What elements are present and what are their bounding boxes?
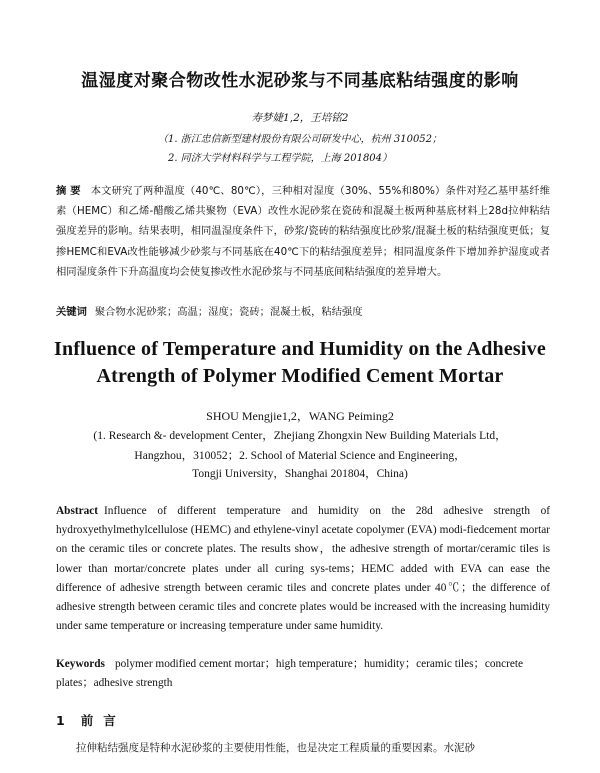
english-keywords-text: polymer modified cement mortar；high temperature；humidity；ceramic tiles；concrete plates；adhesive strength bbox=[56, 658, 524, 689]
english-affiliation-1: (1. Research &- development Center，Zhejiang Zhongxin New Building Materials Ltd， bbox=[93, 430, 507, 442]
section-number: 1 bbox=[56, 713, 65, 728]
chinese-keywords-text: 聚合物水泥砂浆；高温；湿度；瓷砖；混凝土板，粘结强度 bbox=[94, 306, 363, 318]
chinese-abstract-label: 摘 要 bbox=[56, 185, 81, 197]
chinese-abstract-text: 本文研究了两种温度（40℃、80℃），三种相对湿度（30%、55%和80%）条件对羟乙基甲基纤维素（HEMC）和乙烯-醋酸乙烯共聚物（EVA）改性水泥砂浆在瓷砖和混凝土板两种基底材料上28d拉伸粘结强度差异的影响。结果表明，相同温湿度条件下，砂浆/瓷砖的粘结强度比砂浆/混凝土板的粘结强度更低；复掺HEMC和EVA改性能够减少砂浆与不同基底在40℃下的粘结强度差异；相同温度条件下增加养护湿度或者相同湿度条件下升高温度均会使复掺改性水泥砂浆与不同基底间粘结强度的差异增大。 bbox=[56, 185, 550, 278]
english-abstract-label: Abstract bbox=[56, 505, 99, 517]
section-title: 前言 bbox=[80, 713, 126, 728]
chinese-abstract bbox=[56, 181, 550, 282]
english-abstract bbox=[56, 502, 550, 636]
english-keywords-label: Keywords bbox=[56, 658, 105, 670]
english-affiliation-2: Hangzhou，310052；2. School of Material Science and Engineering， bbox=[134, 450, 466, 462]
chinese-affiliation-2: 2. 同济大学材料科学与工程学院，上海 201804） bbox=[167, 153, 393, 164]
english-keywords bbox=[56, 655, 550, 693]
chinese-keywords-label: 关键词 bbox=[56, 306, 87, 318]
english-title-line-2: Atrength of Polymer Modified Cement Mortar bbox=[96, 365, 504, 387]
english-title-line-1: Influence of Temperature and Humidity on the Adhesive bbox=[54, 338, 546, 360]
chinese-authors: 寿梦婕1,2，王培铭2 bbox=[251, 112, 349, 124]
english-authors: SHOU Mengjie1,2，WANG Peiming2 bbox=[206, 409, 394, 423]
chinese-title: 温湿度对聚合物改性水泥砂浆与不同基底粘结强度的影响 bbox=[81, 71, 519, 91]
english-affiliation-3: Tongji University，Shanghai 201804，China) bbox=[192, 468, 408, 480]
chinese-affiliation-1: （1. 浙江忠信新型建材股份有限公司研发中心，杭州 310052； bbox=[157, 134, 443, 145]
english-abstract-text: Influence of different temperature and humidity on the 28d adhesive strength of hydroxyethylmethylcellulose (HEMC) and ethylene-vinyl acetate copolymer (EVA) modi-fiedcement mortar on the ceramic tiles or concrete plates. The results show，the adhesive strength of mortar/ceramic tiles is lower than mortar/concrete plates under all curing sys-tems；HEMC added with EVA can ease the difference of adhesive strength between ceramic tiles and concrete plates under 40℃；the difference of adhesive strength between ceramic tiles and concrete plates would be increased with the increasing humidity under same temperature or increasing temperature under same humidity. bbox=[56, 505, 550, 633]
intro-paragraph: 拉伸粘结强度是特种水泥砂浆的主要使用性能，也是决定工程质量的重要因素。水泥砂 bbox=[76, 742, 475, 754]
chinese-keywords bbox=[56, 303, 550, 318]
section-heading bbox=[56, 711, 126, 729]
